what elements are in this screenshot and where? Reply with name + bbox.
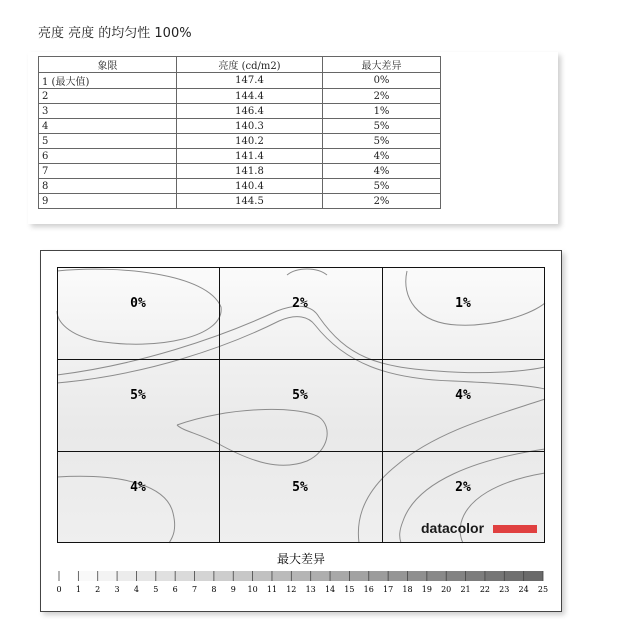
table-row	[39, 73, 441, 89]
cell-quadrant: 2	[39, 89, 177, 104]
table-row	[39, 179, 441, 194]
cell-max-diff: 0%	[323, 73, 441, 89]
scale-segment	[253, 571, 272, 581]
cell-quadrant: 6	[39, 149, 177, 164]
scale-segment	[117, 571, 136, 581]
scale-tick-label: 7	[191, 585, 198, 594]
quadrant-label-8: 5%	[292, 480, 308, 495]
scale-segment	[59, 571, 78, 581]
cell-quadrant: 7	[39, 164, 177, 179]
scale-segment	[407, 571, 426, 581]
table-row	[39, 134, 441, 149]
scale-segment	[369, 571, 388, 581]
uniformity-map	[56, 267, 549, 597]
scale-segment	[504, 571, 523, 581]
scale-segment	[136, 571, 155, 581]
table-row	[39, 164, 441, 179]
logo-bar	[493, 525, 537, 533]
cell-luminance: 141.8	[177, 164, 323, 179]
scale-tick-label: 1	[75, 585, 81, 594]
cell-luminance: 140.4	[177, 179, 323, 194]
cell-luminance: 144.4	[177, 89, 323, 104]
scale-tick-label: 18	[402, 585, 413, 594]
scale-tick-label: 16	[363, 585, 374, 594]
scale-segment	[446, 571, 465, 581]
scale-tick-label: 22	[479, 585, 491, 594]
table-row	[39, 104, 441, 119]
scale-tick-label: 8	[211, 585, 217, 594]
scale-tick-label: 6	[172, 585, 178, 594]
scale-tick-label: 14	[324, 585, 336, 594]
scale-tick-label: 12	[286, 585, 297, 594]
table-row	[39, 149, 441, 164]
legend-title: 最大差异	[276, 552, 326, 566]
column-header-luminance: 亮度 (cd/m2)	[177, 57, 323, 73]
scale-segment	[195, 571, 214, 581]
scale-segment	[349, 571, 368, 581]
scale-tick-label: 9	[230, 585, 236, 594]
luminance-table-panel	[28, 52, 558, 224]
scale-segment	[427, 571, 446, 581]
cell-max-diff: 5%	[323, 134, 441, 149]
scale-segment	[175, 571, 194, 581]
scale-tick-label: 24	[518, 585, 529, 594]
scale-tick-label: 3	[114, 585, 120, 594]
scale-segment	[233, 571, 252, 581]
cell-quadrant: 8	[39, 179, 177, 194]
cell-quadrant: 9	[39, 194, 177, 209]
column-header-quadrant: 象限	[39, 57, 177, 73]
scale-tick-label: 17	[383, 585, 394, 594]
scale-tick-label: 10	[247, 585, 258, 594]
cell-luminance: 147.4	[177, 73, 323, 89]
cell-max-diff: 5%	[323, 179, 441, 194]
cell-luminance: 140.3	[177, 119, 323, 134]
quadrant-label-5: 5%	[292, 388, 308, 403]
cell-luminance: 140.2	[177, 134, 323, 149]
table-row	[39, 119, 441, 134]
scale-segment	[311, 571, 330, 581]
scale-tick-label: 2	[95, 585, 101, 594]
scale-tick-label: 11	[266, 585, 278, 594]
scale-segment	[272, 571, 291, 581]
scale-tick-label: 21	[460, 585, 471, 594]
quadrant-label-1: 0%	[130, 296, 146, 311]
column-header-max-diff: 最大差异	[323, 57, 441, 73]
cell-max-diff: 5%	[323, 119, 441, 134]
cell-max-diff: 4%	[323, 164, 441, 179]
cell-max-diff: 2%	[323, 194, 441, 209]
scale-tick-label: 19	[421, 585, 432, 594]
scale-segment	[78, 571, 97, 581]
page-title: 亮度 亮度 的均匀性 100%	[38, 26, 192, 41]
scale-tick-label: 20	[441, 585, 452, 594]
cell-quadrant: 4	[39, 119, 177, 134]
scale-segment	[156, 571, 175, 581]
cell-max-diff: 2%	[323, 89, 441, 104]
scale-segment	[485, 571, 504, 581]
scale-tick-label: 15	[344, 585, 355, 594]
color-scale	[56, 571, 548, 594]
scale-tick-label: 23	[499, 585, 510, 594]
uniformity-map-panel	[40, 250, 562, 612]
table-row	[39, 194, 441, 209]
scale-tick-label: 25	[537, 585, 549, 594]
quadrant-label-6: 4%	[455, 388, 471, 403]
scale-tick-label: 4	[133, 585, 139, 594]
scale-segment	[330, 571, 349, 581]
scale-segment	[466, 571, 485, 581]
cell-luminance: 141.4	[177, 149, 323, 164]
scale-tick-label: 5	[153, 585, 159, 594]
scale-segment	[524, 571, 543, 581]
scale-segment	[291, 571, 310, 581]
quadrant-label-7: 4%	[130, 480, 146, 495]
scale-segment	[98, 571, 117, 581]
cell-quadrant: 1 (最大值)	[39, 73, 177, 89]
scale-segment	[214, 571, 233, 581]
cell-quadrant: 3	[39, 104, 177, 119]
cell-quadrant: 5	[39, 134, 177, 149]
cell-luminance: 146.4	[177, 104, 323, 119]
scale-segment	[388, 571, 407, 581]
quadrant-label-4: 5%	[130, 388, 146, 403]
scale-tick-label: 0	[56, 585, 62, 594]
quadrant-label-9: 2%	[455, 480, 471, 495]
table-row	[39, 89, 441, 104]
luminance-table	[38, 56, 441, 209]
cell-max-diff: 1%	[323, 104, 441, 119]
table-header-row	[39, 57, 441, 73]
scale-tick-label: 13	[305, 585, 316, 594]
quadrant-label-2: 2%	[292, 296, 308, 311]
cell-luminance: 144.5	[177, 194, 323, 209]
quadrant-label-3: 1%	[455, 296, 471, 311]
cell-max-diff: 4%	[323, 149, 441, 164]
logo-text: datacolor	[421, 520, 485, 536]
